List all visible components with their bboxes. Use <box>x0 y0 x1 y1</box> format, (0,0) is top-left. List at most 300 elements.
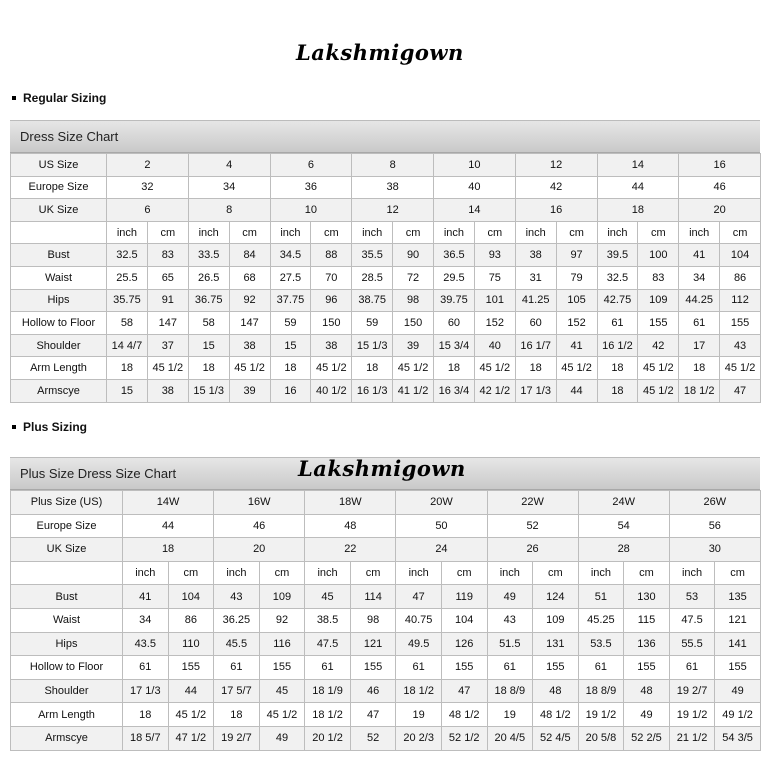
unit-inch-header: inch <box>270 221 311 244</box>
measure-cell: 130 <box>624 585 670 609</box>
table-row <box>11 726 761 750</box>
unit-inch-header: inch <box>214 561 260 585</box>
measure-cell: 109 <box>638 289 679 312</box>
measure-cell: 43 <box>214 585 260 609</box>
measure-cell: 49 <box>624 703 670 727</box>
measure-cell: 126 <box>441 632 487 656</box>
size-cell: 10 <box>434 154 516 177</box>
measure-cell: 45 1/2 <box>720 357 761 380</box>
measure-cell: 72 <box>393 266 434 289</box>
measure-cell: 49 <box>487 585 533 609</box>
unit-cm-header: cm <box>311 221 352 244</box>
size-cell: 56 <box>669 514 760 538</box>
measure-cell: 18 1/2 <box>679 379 720 402</box>
measure-cell: 15 <box>188 334 229 357</box>
regular-sizing-heading-text: Regular Sizing <box>23 91 107 105</box>
measure-cell: 28.5 <box>352 266 393 289</box>
regular-size-table <box>10 153 761 403</box>
size-cell: 30 <box>669 538 760 562</box>
measure-cell: 16 3/4 <box>434 379 475 402</box>
measure-cell: 155 <box>441 656 487 680</box>
size-cell: 22W <box>487 491 578 515</box>
measure-cell: 47 <box>720 379 761 402</box>
measure-cell: 116 <box>259 632 305 656</box>
size-cell: 14 <box>434 199 516 222</box>
measure-cell: 147 <box>229 312 270 335</box>
bullet-icon <box>12 425 16 429</box>
measure-cell: 20 1/2 <box>305 726 351 750</box>
table-row <box>11 703 761 727</box>
row-label: Bust <box>11 585 123 609</box>
size-cell: 16 <box>515 199 597 222</box>
measure-cell: 150 <box>393 312 434 335</box>
table-row <box>11 289 761 312</box>
measure-cell: 52 4/5 <box>533 726 579 750</box>
size-cell: 20 <box>214 538 305 562</box>
measure-cell: 101 <box>474 289 515 312</box>
measure-cell: 34 <box>123 608 169 632</box>
measure-cell: 92 <box>229 289 270 312</box>
measure-cell: 18 1/9 <box>305 679 351 703</box>
size-cell: 38 <box>352 176 434 199</box>
measure-cell: 45 1/2 <box>638 379 679 402</box>
measure-cell: 100 <box>638 244 679 267</box>
row-label: Hips <box>11 289 107 312</box>
measure-cell: 115 <box>624 608 670 632</box>
measure-cell: 121 <box>350 632 396 656</box>
measure-cell: 86 <box>720 266 761 289</box>
measure-cell: 47 <box>396 585 442 609</box>
measure-cell: 61 <box>679 312 720 335</box>
table-row <box>11 312 761 335</box>
measure-cell: 121 <box>715 608 761 632</box>
measure-cell: 61 <box>597 312 638 335</box>
measure-cell: 38 <box>515 244 556 267</box>
measure-cell: 61 <box>123 656 169 680</box>
measure-cell: 136 <box>624 632 670 656</box>
table-row <box>11 176 761 199</box>
measure-cell: 37 <box>147 334 188 357</box>
measure-cell: 16 1/3 <box>352 379 393 402</box>
size-cell: 36 <box>270 176 352 199</box>
unit-inch-header: inch <box>578 561 624 585</box>
measure-cell: 112 <box>720 289 761 312</box>
measure-cell: 152 <box>556 312 597 335</box>
size-cell: 24W <box>578 491 669 515</box>
measure-cell: 54 3/5 <box>715 726 761 750</box>
measure-cell: 19 1/2 <box>669 703 715 727</box>
measure-cell: 98 <box>393 289 434 312</box>
measure-cell: 40 <box>474 334 515 357</box>
measure-cell: 18 <box>679 357 720 380</box>
measure-cell: 45 1/2 <box>311 357 352 380</box>
measure-cell: 141 <box>715 632 761 656</box>
size-cell: 20W <box>396 491 487 515</box>
measure-cell: 150 <box>311 312 352 335</box>
row-label: Arm Length <box>11 357 107 380</box>
measure-cell: 26.5 <box>188 266 229 289</box>
measure-cell: 43.5 <box>123 632 169 656</box>
size-cell: 18 <box>123 538 214 562</box>
table-row <box>11 199 761 222</box>
measure-cell: 47.5 <box>669 608 715 632</box>
measure-cell: 91 <box>147 289 188 312</box>
table-row <box>11 244 761 267</box>
measure-cell: 38.75 <box>352 289 393 312</box>
measure-cell: 47 <box>350 703 396 727</box>
measure-cell: 51 <box>578 585 624 609</box>
measure-cell: 19 <box>396 703 442 727</box>
measure-cell: 155 <box>720 312 761 335</box>
measure-cell: 45 1/2 <box>147 357 188 380</box>
row-label: Armscye <box>11 379 107 402</box>
measure-cell: 39 <box>393 334 434 357</box>
measure-cell: 33.5 <box>188 244 229 267</box>
measure-cell: 119 <box>441 585 487 609</box>
measure-cell: 18 5/7 <box>123 726 169 750</box>
measure-cell: 40 1/2 <box>311 379 352 402</box>
measure-cell: 38 <box>229 334 270 357</box>
size-cell: 26 <box>487 538 578 562</box>
table-row <box>11 514 761 538</box>
measure-cell: 15 1/3 <box>188 379 229 402</box>
measure-cell: 51.5 <box>487 632 533 656</box>
brand-logo: Lakshmigown <box>296 40 464 65</box>
unit-cm-header: cm <box>393 221 434 244</box>
size-cell: 52 <box>487 514 578 538</box>
row-label: Europe Size <box>11 514 123 538</box>
measure-cell: 70 <box>311 266 352 289</box>
measure-cell: 48 1/2 <box>533 703 579 727</box>
row-label: Plus Size (US) <box>11 491 123 515</box>
unit-cm-header: cm <box>168 561 214 585</box>
measure-cell: 60 <box>434 312 475 335</box>
measure-cell: 45.25 <box>578 608 624 632</box>
measure-cell: 32.5 <box>597 266 638 289</box>
size-cell: 28 <box>578 538 669 562</box>
row-label: Shoulder <box>11 334 107 357</box>
size-cell: 54 <box>578 514 669 538</box>
measure-cell: 53.5 <box>578 632 624 656</box>
measure-cell: 53 <box>669 585 715 609</box>
table-row <box>11 632 761 656</box>
unit-inch-header: inch <box>188 221 229 244</box>
measure-cell: 155 <box>350 656 396 680</box>
measure-cell: 41.25 <box>515 289 556 312</box>
unit-cm-header: cm <box>350 561 396 585</box>
measure-cell: 18 <box>597 357 638 380</box>
unit-cm-header: cm <box>229 221 270 244</box>
unit-inch-header: inch <box>515 221 556 244</box>
measure-cell: 27.5 <box>270 266 311 289</box>
table-row <box>11 679 761 703</box>
size-cell: 42 <box>515 176 597 199</box>
measure-cell: 45.5 <box>214 632 260 656</box>
measure-cell: 47.5 <box>305 632 351 656</box>
measure-cell: 20 2/3 <box>396 726 442 750</box>
measure-cell: 35.75 <box>107 289 148 312</box>
table-row <box>11 538 761 562</box>
measure-cell: 86 <box>168 608 214 632</box>
measure-cell: 37.75 <box>270 289 311 312</box>
measure-cell: 104 <box>720 244 761 267</box>
table-row <box>11 379 761 402</box>
row-label: Shoulder <box>11 679 123 703</box>
unit-inch-header: inch <box>305 561 351 585</box>
measure-cell: 131 <box>533 632 579 656</box>
measure-cell: 61 <box>578 656 624 680</box>
measure-cell: 45 1/2 <box>259 703 305 727</box>
row-label: Europe Size <box>11 176 107 199</box>
unit-inch-header: inch <box>107 221 148 244</box>
empty-cell <box>11 561 123 585</box>
unit-cm-header: cm <box>556 221 597 244</box>
measure-cell: 58 <box>188 312 229 335</box>
measure-cell: 155 <box>624 656 670 680</box>
measure-cell: 21 1/2 <box>669 726 715 750</box>
size-cell: 20 <box>679 199 761 222</box>
size-cell: 8 <box>188 199 270 222</box>
measure-cell: 110 <box>168 632 214 656</box>
measure-cell: 90 <box>393 244 434 267</box>
measure-cell: 16 <box>270 379 311 402</box>
measure-cell: 79 <box>556 266 597 289</box>
unit-cm-header: cm <box>259 561 305 585</box>
unit-cm-header: cm <box>624 561 670 585</box>
measure-cell: 49.5 <box>396 632 442 656</box>
measure-cell: 19 <box>487 703 533 727</box>
measure-cell: 59 <box>352 312 393 335</box>
measure-cell: 18 <box>270 357 311 380</box>
size-cell: 26W <box>669 491 760 515</box>
measure-cell: 59 <box>270 312 311 335</box>
row-label: Armscye <box>11 726 123 750</box>
bullet-icon <box>12 96 16 100</box>
unit-cm-header: cm <box>147 221 188 244</box>
table-row <box>11 585 761 609</box>
measure-cell: 32.5 <box>107 244 148 267</box>
row-label: UK Size <box>11 199 107 222</box>
unit-inch-header: inch <box>396 561 442 585</box>
measure-cell: 15 1/3 <box>352 334 393 357</box>
measure-cell: 42 1/2 <box>474 379 515 402</box>
regular-size-chart <box>10 120 760 403</box>
measure-cell: 43 <box>487 608 533 632</box>
measure-cell: 58 <box>107 312 148 335</box>
size-cell: 14 <box>597 154 679 177</box>
unit-inch-header: inch <box>487 561 533 585</box>
measure-cell: 98 <box>350 608 396 632</box>
measure-cell: 19 2/7 <box>214 726 260 750</box>
size-cell: 48 <box>305 514 396 538</box>
measure-cell: 52 <box>350 726 396 750</box>
table-row <box>11 334 761 357</box>
unit-cm-header: cm <box>474 221 515 244</box>
measure-cell: 60 <box>515 312 556 335</box>
size-cell: 10 <box>270 199 352 222</box>
measure-cell: 41 <box>123 585 169 609</box>
unit-inch-header: inch <box>669 561 715 585</box>
row-label: UK Size <box>11 538 123 562</box>
measure-cell: 47 1/2 <box>168 726 214 750</box>
measure-cell: 61 <box>305 656 351 680</box>
row-label: Arm Length <box>11 703 123 727</box>
measure-cell: 46 <box>350 679 396 703</box>
measure-cell: 48 <box>533 679 579 703</box>
measure-cell: 61 <box>669 656 715 680</box>
regular-chart-title: Dress Size Chart <box>10 120 760 153</box>
measure-cell: 36.5 <box>434 244 475 267</box>
measure-cell: 43 <box>720 334 761 357</box>
measure-cell: 92 <box>259 608 305 632</box>
unit-header-row <box>11 221 761 244</box>
measure-cell: 31 <box>515 266 556 289</box>
measure-cell: 105 <box>556 289 597 312</box>
measure-cell: 61 <box>214 656 260 680</box>
measure-cell: 39.75 <box>434 289 475 312</box>
measure-cell: 18 1/2 <box>396 679 442 703</box>
size-cell: 14W <box>123 491 214 515</box>
measure-cell: 38 <box>311 334 352 357</box>
measure-cell: 18 1/2 <box>305 703 351 727</box>
measure-cell: 93 <box>474 244 515 267</box>
measure-cell: 15 3/4 <box>434 334 475 357</box>
measure-cell: 88 <box>311 244 352 267</box>
size-cell: 22 <box>305 538 396 562</box>
measure-cell: 17 5/7 <box>214 679 260 703</box>
measure-cell: 20 4/5 <box>487 726 533 750</box>
measure-cell: 18 8/9 <box>487 679 533 703</box>
measure-cell: 49 <box>259 726 305 750</box>
measure-cell: 18 8/9 <box>578 679 624 703</box>
measure-cell: 44.25 <box>679 289 720 312</box>
size-cell: 12 <box>515 154 597 177</box>
measure-cell: 104 <box>168 585 214 609</box>
plus-sizing-heading-text: Plus Sizing <box>23 420 88 434</box>
measure-cell: 35.5 <box>352 244 393 267</box>
measure-cell: 29.5 <box>434 266 475 289</box>
measure-cell: 96 <box>311 289 352 312</box>
measure-cell: 48 <box>624 679 670 703</box>
table-row <box>11 608 761 632</box>
measure-cell: 44 <box>556 379 597 402</box>
measure-cell: 18 <box>123 703 169 727</box>
measure-cell: 42 <box>638 334 679 357</box>
unit-cm-header: cm <box>441 561 487 585</box>
measure-cell: 114 <box>350 585 396 609</box>
unit-inch-header: inch <box>679 221 720 244</box>
measure-cell: 42.75 <box>597 289 638 312</box>
measure-cell: 40.75 <box>396 608 442 632</box>
measure-cell: 155 <box>533 656 579 680</box>
measure-cell: 17 <box>679 334 720 357</box>
size-cell: 46 <box>679 176 761 199</box>
table-row <box>11 357 761 380</box>
brand-logo-watermark: Lakshmigown <box>298 456 466 481</box>
unit-cm-header: cm <box>533 561 579 585</box>
measure-cell: 45 1/2 <box>393 357 434 380</box>
size-cell: 34 <box>188 176 270 199</box>
plus-size-chart <box>10 457 760 751</box>
measure-cell: 15 <box>107 379 148 402</box>
measure-cell: 25.5 <box>107 266 148 289</box>
unit-cm-header: cm <box>720 221 761 244</box>
size-cell: 4 <box>188 154 270 177</box>
measure-cell: 16 1/2 <box>597 334 638 357</box>
measure-cell: 18 <box>597 379 638 402</box>
measure-cell: 34 <box>679 266 720 289</box>
measure-cell: 36.75 <box>188 289 229 312</box>
row-label: Hollow to Floor <box>11 312 107 335</box>
measure-cell: 61 <box>396 656 442 680</box>
measure-cell: 52 2/5 <box>624 726 670 750</box>
measure-cell: 15 <box>270 334 311 357</box>
unit-inch-header: inch <box>352 221 393 244</box>
unit-inch-header: inch <box>434 221 475 244</box>
measure-cell: 65 <box>147 266 188 289</box>
measure-cell: 41 <box>556 334 597 357</box>
unit-cm-header: cm <box>638 221 679 244</box>
measure-cell: 45 1/2 <box>556 357 597 380</box>
measure-cell: 17 1/3 <box>515 379 556 402</box>
measure-cell: 16 1/7 <box>515 334 556 357</box>
measure-cell: 83 <box>147 244 188 267</box>
measure-cell: 109 <box>533 608 579 632</box>
measure-cell: 45 1/2 <box>638 357 679 380</box>
plus-size-table <box>10 490 761 751</box>
measure-cell: 147 <box>147 312 188 335</box>
measure-cell: 49 <box>715 679 761 703</box>
plus-sizing-heading <box>12 420 87 434</box>
measure-cell: 41 1/2 <box>393 379 434 402</box>
size-cell: 8 <box>352 154 434 177</box>
measure-cell: 97 <box>556 244 597 267</box>
table-row <box>11 491 761 515</box>
measure-cell: 52 1/2 <box>441 726 487 750</box>
table-row <box>11 154 761 177</box>
unit-inch-header: inch <box>597 221 638 244</box>
measure-cell: 83 <box>638 266 679 289</box>
measure-cell: 155 <box>168 656 214 680</box>
size-cell: 16W <box>214 491 305 515</box>
measure-cell: 34.5 <box>270 244 311 267</box>
row-label: Hollow to Floor <box>11 656 123 680</box>
measure-cell: 18 <box>434 357 475 380</box>
measure-cell: 39 <box>229 379 270 402</box>
row-label: Waist <box>11 608 123 632</box>
measure-cell: 39.5 <box>597 244 638 267</box>
unit-header-row <box>11 561 761 585</box>
measure-cell: 19 1/2 <box>578 703 624 727</box>
table-row <box>11 266 761 289</box>
measure-cell: 155 <box>715 656 761 680</box>
measure-cell: 19 2/7 <box>669 679 715 703</box>
size-cell: 2 <box>107 154 189 177</box>
size-cell: 12 <box>352 199 434 222</box>
measure-cell: 36.25 <box>214 608 260 632</box>
size-cell: 6 <box>107 199 189 222</box>
row-label: Bust <box>11 244 107 267</box>
measure-cell: 45 1/2 <box>229 357 270 380</box>
regular-sizing-heading <box>12 91 106 105</box>
unit-cm-header: cm <box>715 561 761 585</box>
measure-cell: 104 <box>441 608 487 632</box>
measure-cell: 18 <box>107 357 148 380</box>
measure-cell: 84 <box>229 244 270 267</box>
measure-cell: 18 <box>214 703 260 727</box>
measure-cell: 20 5/8 <box>578 726 624 750</box>
size-cell: 32 <box>107 176 189 199</box>
